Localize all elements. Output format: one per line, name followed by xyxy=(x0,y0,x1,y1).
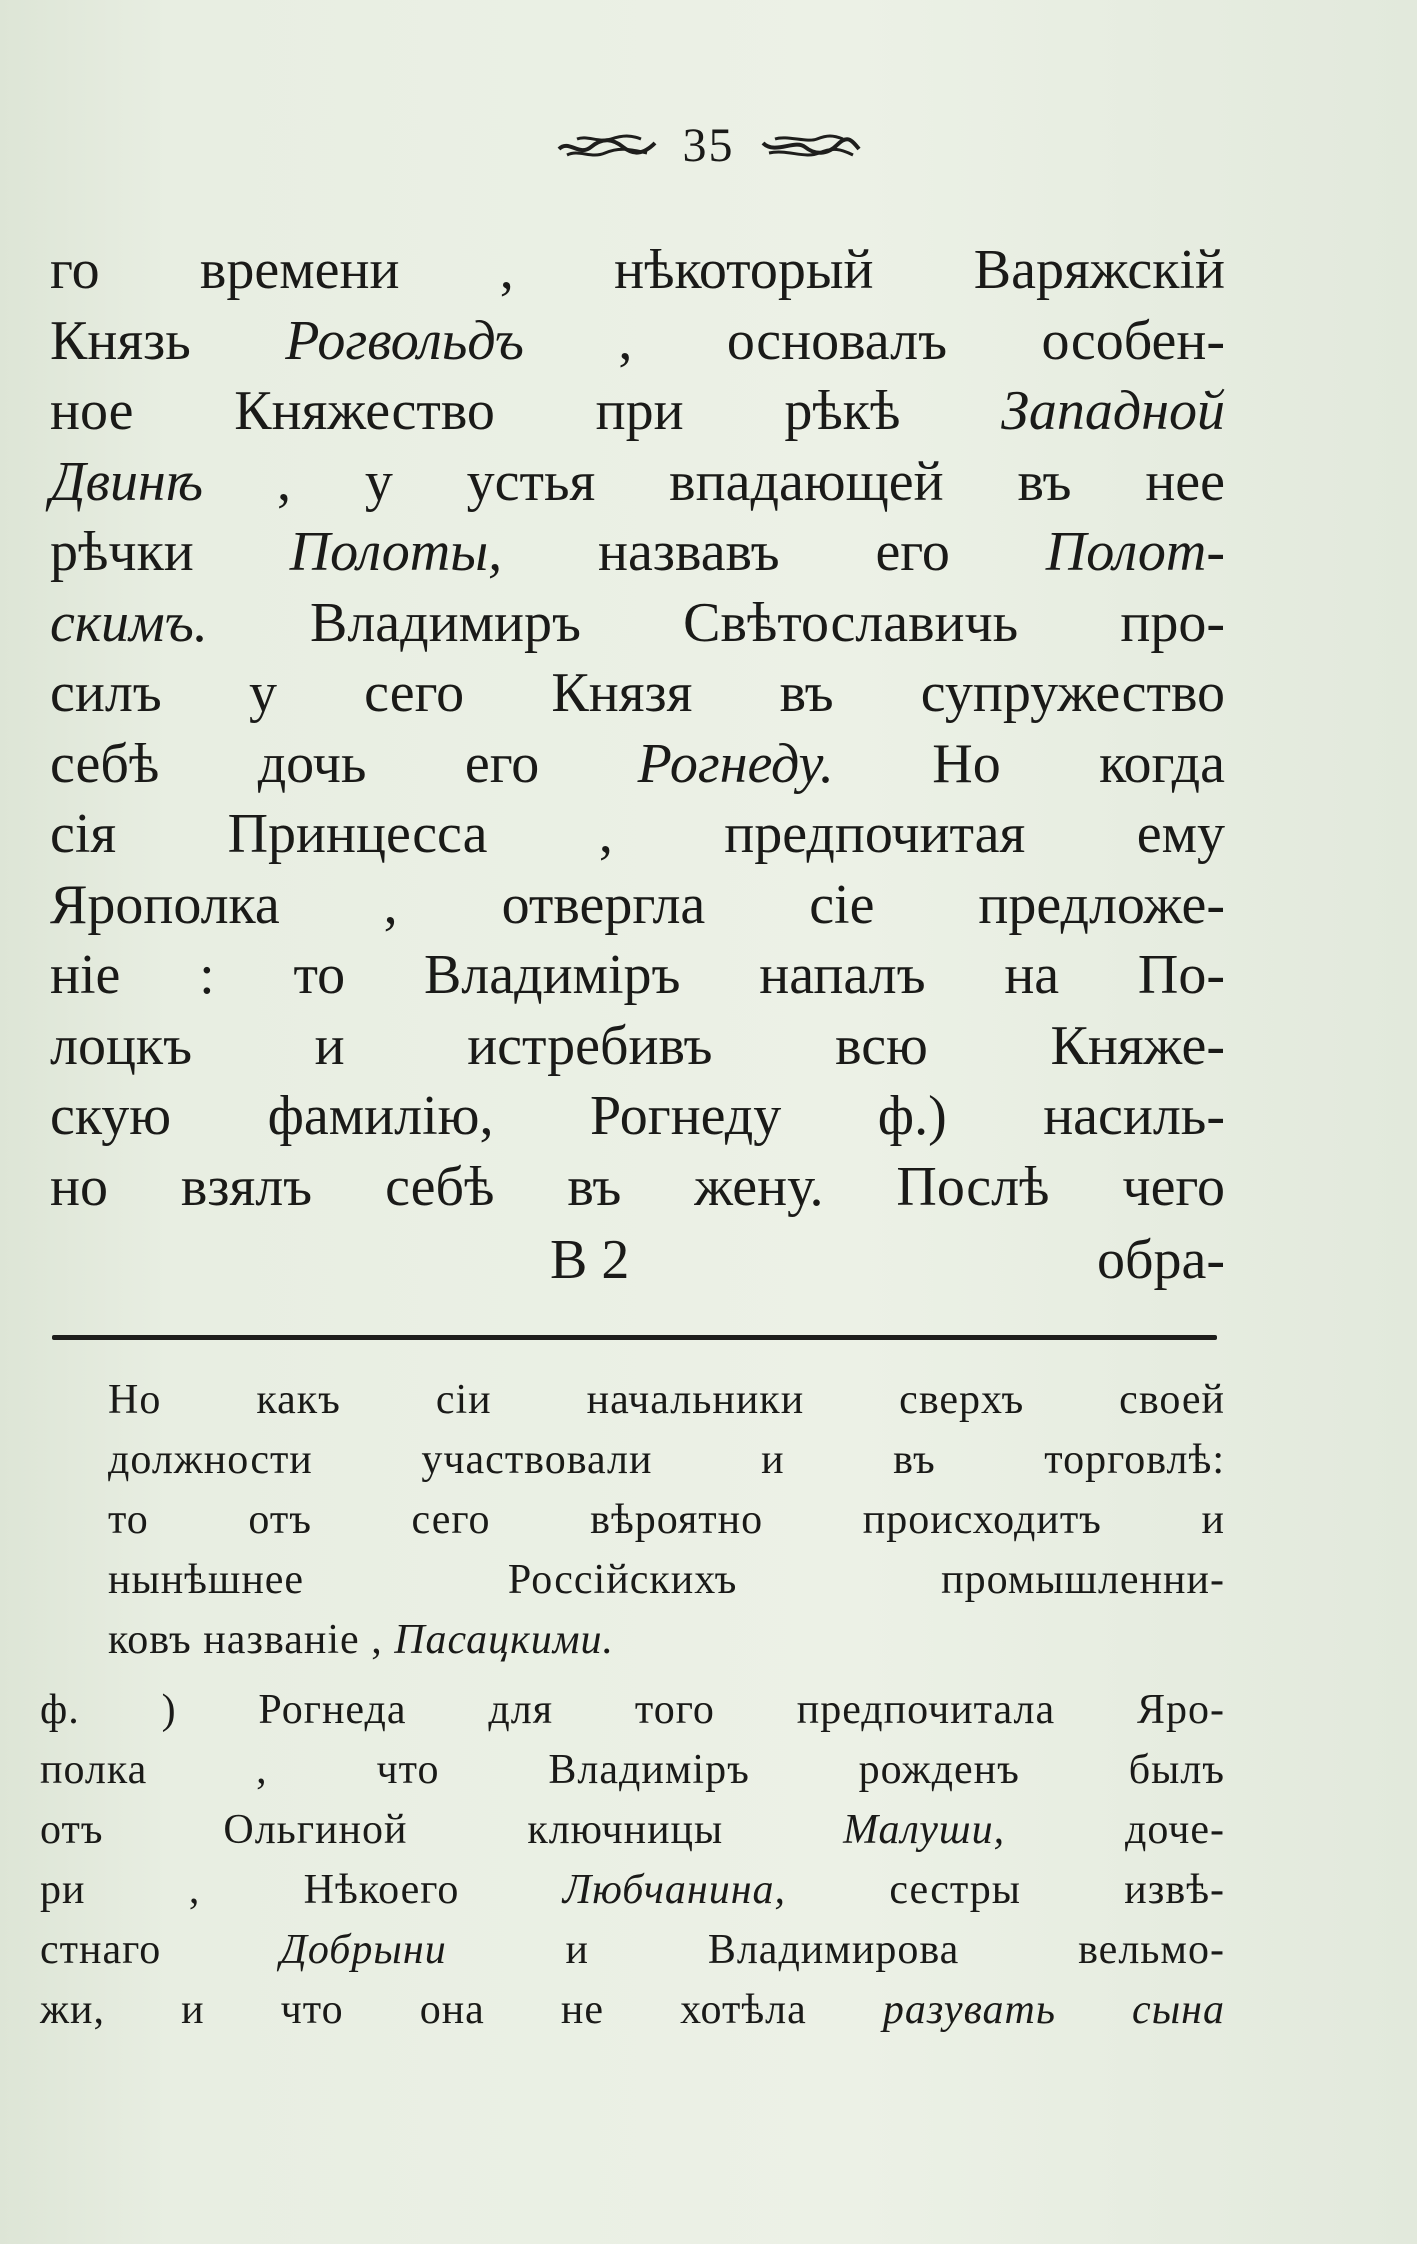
footnote-line xyxy=(40,1860,1225,1920)
footnote-line xyxy=(40,1740,1225,1800)
footnote-line xyxy=(40,1980,1225,2040)
text-segment: себѣ дочь его xyxy=(50,732,638,795)
text-segment: рѣчки xyxy=(50,521,290,583)
footnote-line xyxy=(40,1800,1225,1860)
text-segment: силъ у сего Князя въ супружество xyxy=(50,662,1225,724)
italic-text-segment: Пасацкими. xyxy=(394,1617,615,1663)
text-segment: Но когда xyxy=(833,732,1226,795)
text-line xyxy=(50,658,1225,729)
text-segment: полка , что Владиміръ рожденъ былъ xyxy=(40,1747,1225,1793)
text-line xyxy=(50,588,1225,659)
text-segment: нынѣшнее Россійскихъ промышленни- xyxy=(108,1557,1225,1603)
text-segment: назвавъ его xyxy=(502,521,1046,583)
main-text xyxy=(50,235,1225,1222)
text-segment: Князь xyxy=(50,309,286,372)
text-segment: ф. ) Рогнеда для того предпочитала Яро- xyxy=(40,1687,1225,1733)
footnote-line xyxy=(40,1610,1225,1670)
footnote-line xyxy=(40,1490,1225,1550)
text-segment: и Владимирова вельмо- xyxy=(446,1927,1225,1973)
text-segment: ри , Нѣкоего xyxy=(40,1867,563,1913)
text-segment: то отъ сего вѣроятно происходитъ и xyxy=(108,1497,1225,1543)
italic-text-segment: Любчанина, xyxy=(562,1867,787,1913)
footnote-line xyxy=(40,1680,1225,1740)
text-line xyxy=(50,1152,1225,1223)
footnote-divider xyxy=(52,1335,1217,1340)
text-segment: ніе : то Владиміръ напалъ на По- xyxy=(50,944,1225,1006)
italic-text-segment: Добрыни xyxy=(280,1927,447,1973)
italic-text-segment: Малуши, xyxy=(843,1807,1006,1853)
footnote-line xyxy=(40,1430,1225,1490)
footnote xyxy=(40,1370,1225,1670)
text-segment: Владимиръ Свѣтославичь про- xyxy=(207,591,1225,654)
text-segment: , у устья впадающей въ нее xyxy=(203,450,1225,513)
text-segment: стнаго xyxy=(40,1927,281,1973)
text-line xyxy=(50,729,1225,800)
text-line xyxy=(50,306,1225,377)
footnote-line xyxy=(40,1370,1225,1430)
text-segment: но взялъ себѣ въ жену. Послѣ чего xyxy=(50,1155,1225,1218)
text-line xyxy=(50,376,1225,447)
italic-text-segment: Полот- xyxy=(1045,521,1226,583)
catchword: обра- xyxy=(1097,1229,1225,1291)
text-segment: доче- xyxy=(1005,1807,1225,1853)
italic-text-segment: Двинѣ xyxy=(50,450,204,513)
page-header xyxy=(0,118,1417,173)
text-line xyxy=(50,870,1225,941)
text-line xyxy=(50,1081,1225,1152)
text-line xyxy=(50,799,1225,870)
text-line xyxy=(50,235,1225,306)
text-segment: лоцкъ и истребивъ всю Княже- xyxy=(50,1014,1225,1077)
italic-text-segment: Западной xyxy=(1001,380,1225,442)
text-segment: Ярополка , отвергла сіе предложе- xyxy=(50,873,1225,936)
text-segment: сія Принцесса , предпочитая ему xyxy=(50,803,1225,865)
text-line xyxy=(50,517,1225,588)
footnotes xyxy=(40,1370,1225,2040)
footnote xyxy=(40,1680,1225,2040)
catch-line xyxy=(50,1225,1225,1295)
left-ornament-icon xyxy=(557,131,657,161)
text-segment: ковъ названіе , xyxy=(108,1617,395,1663)
italic-text-segment: Полоты, xyxy=(289,521,503,583)
text-segment: должности участвовали и въ торговлѣ: xyxy=(108,1437,1225,1483)
footnote-gap xyxy=(40,1670,1225,1680)
text-segment: го времени , нѣкоторый Варяжскій xyxy=(50,239,1225,301)
text-segment: Но какъ сіи начальники сверхъ своей xyxy=(108,1377,1225,1423)
italic-text-segment: скимъ. xyxy=(50,591,208,654)
signature-mark: В 2 xyxy=(550,1229,630,1291)
footnote-line xyxy=(40,1550,1225,1610)
text-line xyxy=(50,940,1225,1011)
page-number: 35 xyxy=(682,119,735,172)
italic-text-segment: Рогвольдъ xyxy=(285,309,524,372)
text-segment: скую фамилію, Рогнеду ф.) насиль- xyxy=(50,1085,1225,1147)
italic-text-segment: разувать сына xyxy=(882,1987,1225,2033)
text-segment: ное Княжество при рѣкѣ xyxy=(50,380,1002,442)
right-ornament-icon xyxy=(761,131,861,161)
text-segment: сестры извѣ- xyxy=(786,1867,1225,1913)
italic-text-segment: Рогнеду. xyxy=(637,732,834,795)
text-segment: , основалъ особен- xyxy=(523,309,1225,372)
footnote-line xyxy=(40,1920,1225,1980)
text-segment: жи, и что она не хотѣла xyxy=(40,1987,883,2033)
text-line xyxy=(50,1011,1225,1082)
text-line xyxy=(50,447,1225,518)
text-segment: отъ Ольгиной ключницы xyxy=(40,1807,844,1853)
